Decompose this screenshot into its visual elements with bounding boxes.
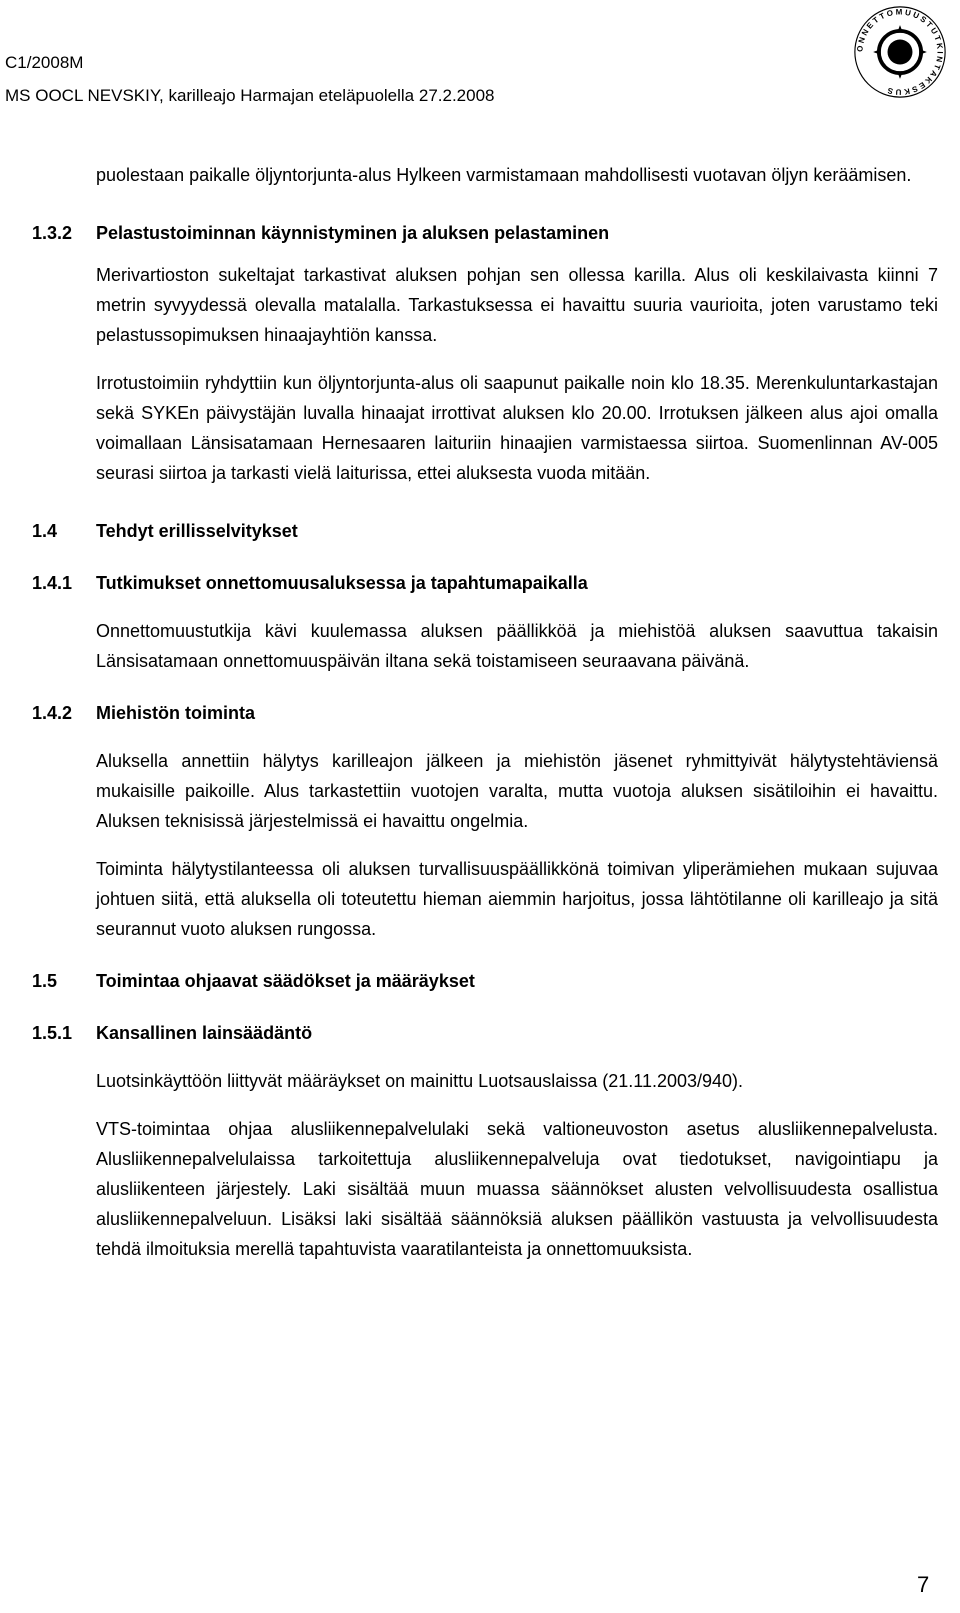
- paragraph: VTS-toimintaa ohjaa alusliikennepalvelulaki sekä valtioneuvoston asetus alusliikennepalvelusta. Alusliikennepalvelulaissa tarkoitettuja alusliikennepalveluja ovat tiedotukset, navigointiapu ja alusliikenteen järjestely. Laki sisältää muun muassa säännökset alusten velvollisuudesta osallistua alusliikennepalveluun. Lisäksi laki sisältää säännöksiä aluksen päällikön vastuusta ja velvollisuudesta tehdä ilmoituksia merellä tapahtuvista vaaratilanteista ja onnettomuuksista.: [96, 1119, 938, 1259]
- paragraph: Merivartioston sukeltajat tarkastivat aluksen pohjan sen ollessa karilla. Alus oli keskilaivasta kiinni 7 metrin syvyydessä olevalla matalalla. Tarkastuksessa ei havaittu suuria vaurioita, joten varustamo teki pelastussopimuksen hinaajayhtiön kanssa.: [96, 265, 938, 345]
- section-title: Tutkimukset onnettomuusaluksessa ja tapahtumapaikalla: [96, 573, 588, 593]
- document-body: [32, 160, 938, 1264]
- section-heading-1-3-2: [32, 218, 938, 248]
- onnettomuustutkintakeskus-seal-icon: [852, 4, 948, 100]
- section-heading-1-5-1: [32, 1018, 938, 1048]
- section-heading-1-4-1: [32, 568, 938, 598]
- section-title: Toimintaa ohjaavat säädökset ja määräykset: [96, 971, 475, 991]
- section-number: 1.5: [32, 971, 58, 991]
- section-title: Miehistön toiminta: [96, 703, 255, 723]
- page-number: 7: [917, 1572, 930, 1597]
- paragraph: Luotsinkäyttöön liittyvät määräykset on mainittu Luotsauslaissa (21.11.2003/940).: [96, 1071, 744, 1091]
- page-header: [5, 46, 495, 112]
- section-number: 1.5.1: [32, 1023, 73, 1043]
- section-number: 1.3.2: [32, 223, 73, 243]
- section-title: Pelastustoiminnan käynnistyminen ja aluksen pelastaminen: [96, 223, 610, 243]
- section-heading-1-4-2: [32, 698, 938, 728]
- section-heading-1-4: [32, 516, 938, 546]
- paragraph: Irrotustoimiin ryhdyttiin kun öljyntorjunta-alus oli saapunut paikalle noin klo 18.35. Merenkuluntarkastajan sekä SYKEn päivystäjän luvalla hinaajat irrottivat aluksen klo 20.00. Irrotuksen jälkeen alus ajoi omalla voimallaan Länsisatamaan Hernesaaren laituriin hinaajien varmistaessa siirtoa. Suomenlinnan AV-005 seurasi siirtoa ja tarkasti vielä laiturissa, ettei aluksesta vuoda mitään.: [96, 373, 938, 483]
- section-title: Tehdyt erillisselvitykset: [96, 521, 298, 541]
- section-number: 1.4.1: [32, 573, 73, 593]
- section-heading-1-5: [32, 966, 938, 996]
- section-title: Kansallinen lainsäädäntö: [96, 1023, 313, 1043]
- paragraph: Onnettomuustutkija kävi kuulemassa aluksen päällikköä ja miehistöä aluksen saavuttua takaisin Länsisatamaan onnettomuuspäivän iltana sekä toistamiseen seuraavana päivänä.: [96, 621, 938, 671]
- document-code: C1/2008M: [5, 53, 84, 72]
- paragraph: Toiminta hälytystilanteessa oli aluksen turvallisuuspäällikkönä toimivan yliperämiehen mukaan sujuvaa johtuen siitä, että aluksella oli toteutettu hieman aiemmin harjoitus, jossa lähtötilanne oli karilleajo ja sitä seurannut vuoto aluksen rungossa.: [96, 859, 938, 939]
- document-title: MS OOCL NEVSKIY, karilleajo Harmajan eteläpuolella 27.2.2008: [5, 86, 495, 105]
- intro-paragraph: puolestaan paikalle öljyntorjunta-alus Hylkeen varmistamaan mahdollisesti vuotavan öljyn keräämisen.: [96, 165, 912, 185]
- section-number: 1.4.2: [32, 703, 73, 723]
- paragraph: Aluksella annettiin hälytys karilleajon jälkeen ja miehistön jäsenet ryhmittyivät hälytystehtäviensä mukaisille paikoille. Alus tarkastettiin vuotojen varalta, mutta vuotoja aluksen sisätiloihin ei havaittu. Aluksen teknisissä järjestelmissä ei havaittu ongelmia.: [96, 751, 938, 831]
- section-number: 1.4: [32, 521, 58, 541]
- svg-text:O N N E T T O M U U S T U T K: O N N E T T O M U U S T U T K I N T A K E S K U S: [855, 7, 945, 97]
